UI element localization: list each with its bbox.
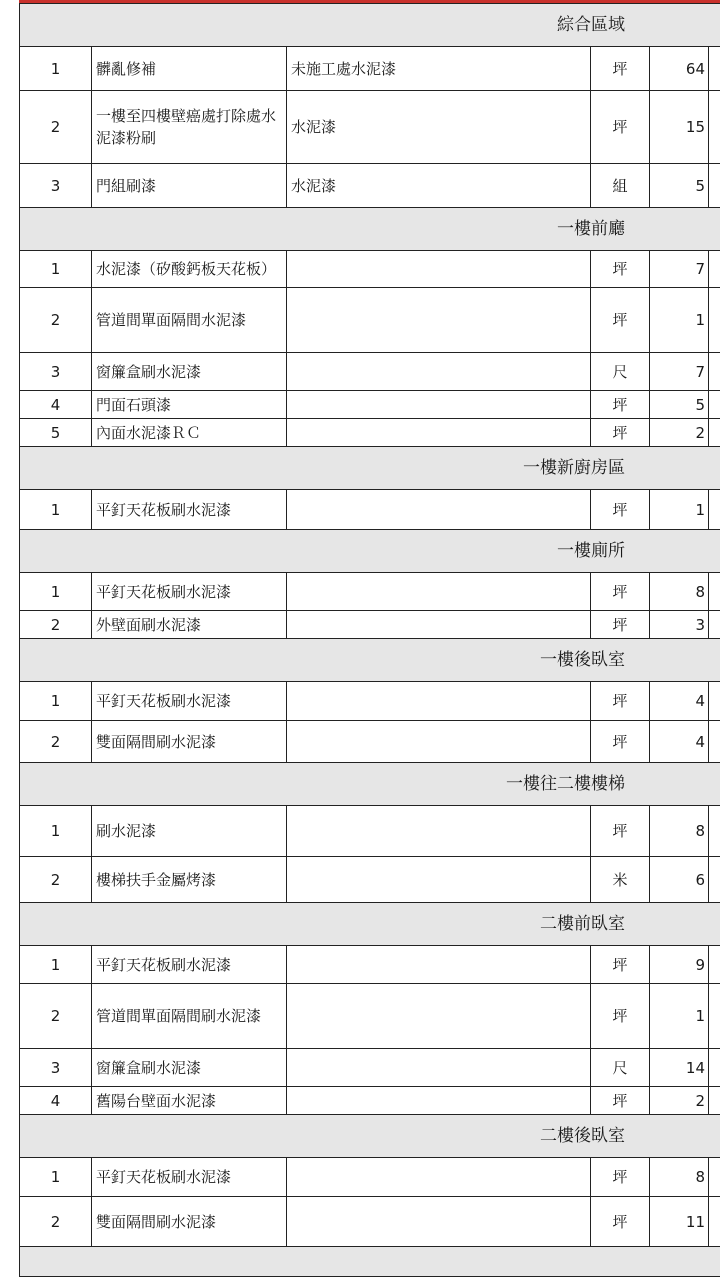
item-name: 樓梯扶手金屬烤漆 bbox=[92, 857, 287, 903]
item-name: 管道間單面隔間刷水泥漆 bbox=[92, 984, 287, 1049]
section-title: 二樓後臥室 bbox=[20, 1115, 720, 1158]
item-name: 窗簾盒刷水泥漆 bbox=[92, 1049, 287, 1087]
table-row bbox=[20, 721, 720, 763]
item-extra-cell bbox=[709, 682, 720, 721]
item-number: 1 bbox=[20, 490, 92, 530]
item-material bbox=[287, 251, 591, 288]
item-unit: 坪 bbox=[591, 1197, 650, 1247]
item-name: 水泥漆（矽酸鈣板天花板） bbox=[92, 251, 287, 288]
item-unit: 坪 bbox=[591, 288, 650, 353]
item-number: 2 bbox=[20, 611, 92, 639]
item-name: 管道間單面隔間水泥漆 bbox=[92, 288, 287, 353]
item-number: 2 bbox=[20, 288, 92, 353]
item-unit: 坪 bbox=[591, 611, 650, 639]
section-title: 二樓前臥室 bbox=[20, 903, 720, 946]
item-name: 窗簾盒刷水泥漆 bbox=[92, 353, 287, 391]
item-extra-cell bbox=[709, 573, 720, 611]
item-extra-cell bbox=[709, 1049, 720, 1087]
item-quantity: 4 bbox=[650, 682, 709, 721]
item-extra-cell bbox=[709, 857, 720, 903]
section-header-row bbox=[20, 763, 720, 806]
table-row bbox=[20, 682, 720, 721]
table-row bbox=[20, 164, 720, 208]
item-unit: 坪 bbox=[591, 806, 650, 857]
table-row bbox=[20, 353, 720, 391]
item-unit: 坪 bbox=[591, 573, 650, 611]
table-row bbox=[20, 91, 720, 164]
item-quantity: 5 bbox=[650, 164, 709, 208]
item-quantity: 5 bbox=[650, 391, 709, 419]
item-extra-cell bbox=[709, 91, 720, 164]
item-quantity: 2 bbox=[650, 1087, 709, 1115]
item-quantity: 3 bbox=[650, 611, 709, 639]
item-quantity: 8 bbox=[650, 806, 709, 857]
section-title: 一樓前廳 bbox=[20, 208, 720, 251]
item-number: 1 bbox=[20, 573, 92, 611]
item-extra-cell bbox=[709, 288, 720, 353]
section-title: 一樓新廚房區 bbox=[20, 447, 720, 490]
item-name: 平釘天花板刷水泥漆 bbox=[92, 490, 287, 530]
item-unit: 坪 bbox=[591, 1158, 650, 1197]
item-unit: 組 bbox=[591, 164, 650, 208]
section-header-row bbox=[20, 530, 720, 573]
table-row bbox=[20, 391, 720, 419]
section-header-row bbox=[20, 903, 720, 946]
item-unit: 坪 bbox=[591, 47, 650, 91]
item-number: 1 bbox=[20, 251, 92, 288]
item-material bbox=[287, 573, 591, 611]
item-extra-cell bbox=[709, 984, 720, 1049]
item-quantity: 9 bbox=[650, 946, 709, 984]
item-unit: 坪 bbox=[591, 721, 650, 763]
table-row bbox=[20, 1049, 720, 1087]
item-unit: 坪 bbox=[591, 1087, 650, 1115]
table-row bbox=[20, 1197, 720, 1247]
item-material bbox=[287, 721, 591, 763]
item-quantity: 7 bbox=[650, 353, 709, 391]
item-number: 2 bbox=[20, 857, 92, 903]
item-name: 平釘天花板刷水泥漆 bbox=[92, 1158, 287, 1197]
item-name: 平釘天花板刷水泥漆 bbox=[92, 946, 287, 984]
item-extra-cell bbox=[709, 611, 720, 639]
item-material bbox=[287, 353, 591, 391]
item-name: 髒亂修補 bbox=[92, 47, 287, 91]
item-quantity: 2 bbox=[650, 419, 709, 447]
item-quantity: 4 bbox=[650, 721, 709, 763]
table-row bbox=[20, 984, 720, 1049]
item-extra-cell bbox=[709, 47, 720, 91]
item-unit: 坪 bbox=[591, 682, 650, 721]
table-row bbox=[20, 1087, 720, 1115]
item-name: 雙面隔間刷水泥漆 bbox=[92, 1197, 287, 1247]
item-material bbox=[287, 682, 591, 721]
item-unit: 坪 bbox=[591, 984, 650, 1049]
item-name: 外壁面刷水泥漆 bbox=[92, 611, 287, 639]
table-row bbox=[20, 573, 720, 611]
item-unit: 坪 bbox=[591, 391, 650, 419]
item-number: 4 bbox=[20, 391, 92, 419]
item-material bbox=[287, 419, 591, 447]
item-extra-cell bbox=[709, 353, 720, 391]
item-number: 3 bbox=[20, 353, 92, 391]
item-number: 3 bbox=[20, 1049, 92, 1087]
item-unit: 坪 bbox=[591, 91, 650, 164]
item-quantity: 1 bbox=[650, 288, 709, 353]
item-quantity: 1 bbox=[650, 490, 709, 530]
item-extra-cell bbox=[709, 946, 720, 984]
item-material bbox=[287, 1049, 591, 1087]
item-quantity: 64 bbox=[650, 47, 709, 91]
item-number: 2 bbox=[20, 1197, 92, 1247]
item-unit: 尺 bbox=[591, 1049, 650, 1087]
item-material bbox=[287, 1087, 591, 1115]
item-quantity: 1 bbox=[650, 984, 709, 1049]
item-material bbox=[287, 490, 591, 530]
table-row bbox=[20, 611, 720, 639]
item-unit: 米 bbox=[591, 857, 650, 903]
quotation-table bbox=[19, 3, 720, 1277]
table-row bbox=[20, 806, 720, 857]
section-header-row bbox=[20, 1247, 720, 1277]
item-quantity: 14 bbox=[650, 1049, 709, 1087]
item-quantity: 15 bbox=[650, 91, 709, 164]
item-quantity: 6 bbox=[650, 857, 709, 903]
item-name: 雙面隔間刷水泥漆 bbox=[92, 721, 287, 763]
item-name: 平釘天花板刷水泥漆 bbox=[92, 682, 287, 721]
item-unit: 坪 bbox=[591, 251, 650, 288]
table-row bbox=[20, 288, 720, 353]
item-number: 1 bbox=[20, 946, 92, 984]
item-material bbox=[287, 1197, 591, 1247]
item-extra-cell bbox=[709, 164, 720, 208]
table-row bbox=[20, 946, 720, 984]
item-number: 4 bbox=[20, 1087, 92, 1115]
item-material: 水泥漆 bbox=[287, 91, 591, 164]
item-material bbox=[287, 288, 591, 353]
item-material bbox=[287, 391, 591, 419]
item-number: 2 bbox=[20, 91, 92, 164]
item-material bbox=[287, 946, 591, 984]
table-row bbox=[20, 490, 720, 530]
item-extra-cell bbox=[709, 806, 720, 857]
item-name: 刷水泥漆 bbox=[92, 806, 287, 857]
item-name: 舊陽台壁面水泥漆 bbox=[92, 1087, 287, 1115]
quotation-table-body bbox=[20, 4, 720, 1277]
section-title: 一樓後臥室 bbox=[20, 639, 720, 682]
table-row bbox=[20, 47, 720, 91]
item-number: 1 bbox=[20, 47, 92, 91]
item-material bbox=[287, 611, 591, 639]
item-extra-cell bbox=[709, 391, 720, 419]
item-number: 3 bbox=[20, 164, 92, 208]
section-header-row bbox=[20, 4, 720, 47]
item-name: 一樓至四樓壁癌處打除處水泥漆粉刷 bbox=[92, 91, 287, 164]
item-quantity: 7 bbox=[650, 251, 709, 288]
section-header-row bbox=[20, 639, 720, 682]
section-title: 一樓廁所 bbox=[20, 530, 720, 573]
item-number: 1 bbox=[20, 1158, 92, 1197]
item-extra-cell bbox=[709, 419, 720, 447]
item-unit: 坪 bbox=[591, 490, 650, 530]
item-extra-cell bbox=[709, 1197, 720, 1247]
item-extra-cell bbox=[709, 251, 720, 288]
item-number: 5 bbox=[20, 419, 92, 447]
section-title: 綜合區域 bbox=[20, 4, 720, 47]
item-extra-cell bbox=[709, 1087, 720, 1115]
item-material: 未施工處水泥漆 bbox=[287, 47, 591, 91]
item-number: 2 bbox=[20, 721, 92, 763]
item-material bbox=[287, 806, 591, 857]
item-quantity: 8 bbox=[650, 573, 709, 611]
section-header-row bbox=[20, 208, 720, 251]
section-title: 一樓往二樓樓梯 bbox=[20, 763, 720, 806]
item-extra-cell bbox=[709, 1158, 720, 1197]
table-row bbox=[20, 251, 720, 288]
table-row bbox=[20, 857, 720, 903]
item-unit: 尺 bbox=[591, 353, 650, 391]
item-extra-cell bbox=[709, 721, 720, 763]
item-number: 2 bbox=[20, 984, 92, 1049]
item-name: 平釘天花板刷水泥漆 bbox=[92, 573, 287, 611]
item-quantity: 11 bbox=[650, 1197, 709, 1247]
item-name: 門面石頭漆 bbox=[92, 391, 287, 419]
section-header-row bbox=[20, 447, 720, 490]
item-number: 1 bbox=[20, 806, 92, 857]
item-material bbox=[287, 984, 591, 1049]
section-header-row bbox=[20, 1115, 720, 1158]
item-material: 水泥漆 bbox=[287, 164, 591, 208]
item-number: 1 bbox=[20, 682, 92, 721]
table-row bbox=[20, 1158, 720, 1197]
item-name: 門組刷漆 bbox=[92, 164, 287, 208]
section-title bbox=[20, 1247, 720, 1277]
item-material bbox=[287, 857, 591, 903]
item-quantity: 8 bbox=[650, 1158, 709, 1197]
item-unit: 坪 bbox=[591, 946, 650, 984]
item-material bbox=[287, 1158, 591, 1197]
item-extra-cell bbox=[709, 490, 720, 530]
item-unit: 坪 bbox=[591, 419, 650, 447]
item-name: 內面水泥漆ＲＣ bbox=[92, 419, 287, 447]
table-row bbox=[20, 419, 720, 447]
